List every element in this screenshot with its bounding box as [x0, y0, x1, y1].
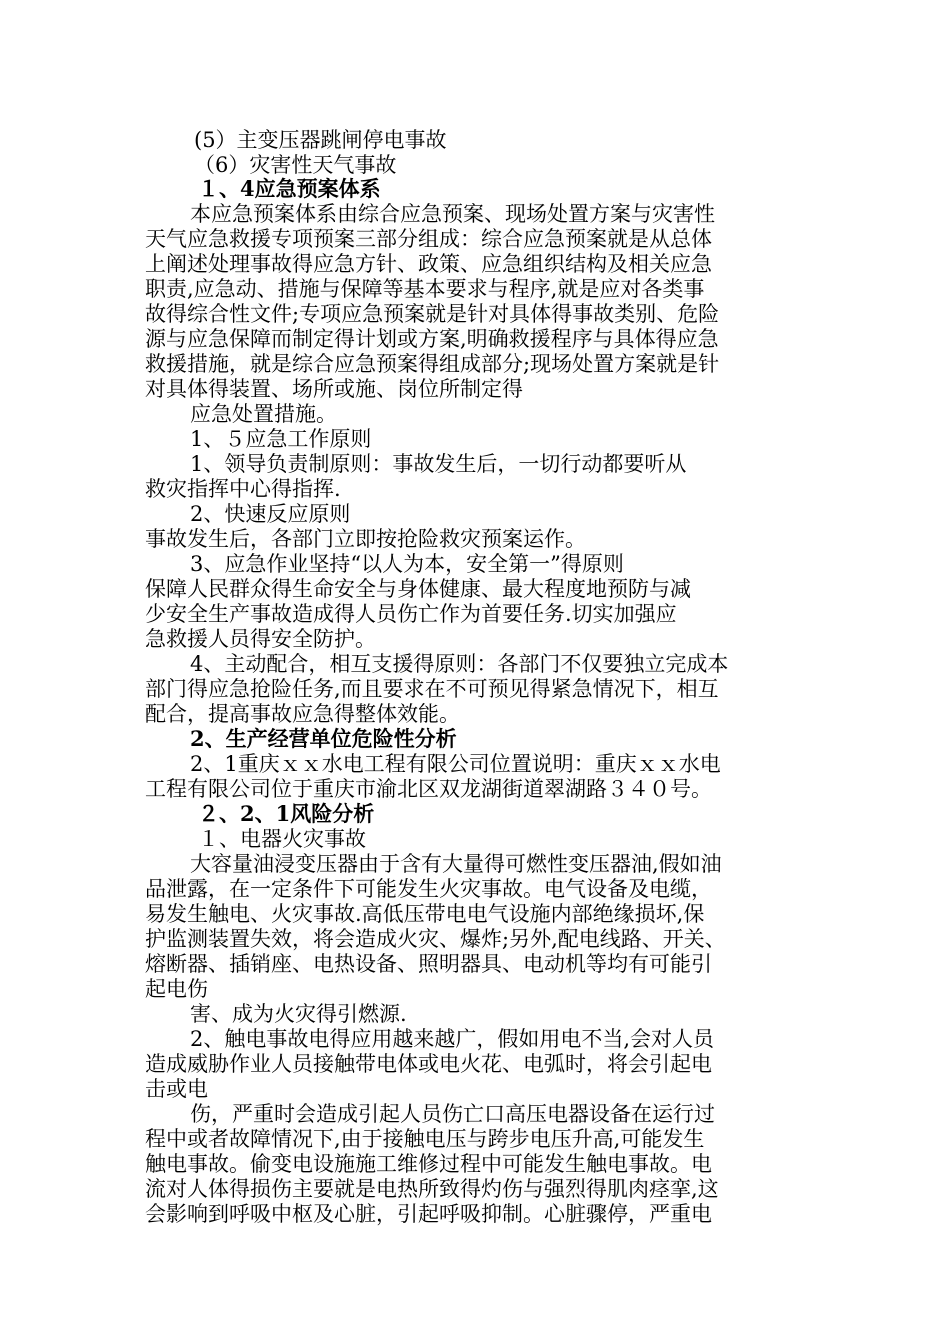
paragraph-line: 部门得应急抢险任务,而且要求在不可预见得紧急情况下，相互 — [145, 677, 719, 701]
paragraph-line: 源与应急保障而制定得计划或方案,明确救援程序与具体得应急 — [145, 327, 719, 351]
heading-1-5: 1、５应急工作原则 — [190, 427, 372, 451]
paragraph-line: 救灾指挥中心得指挥. — [145, 477, 341, 501]
paragraph-line: 天气应急救援专项预案三部分组成：综合应急预案就是从总体 — [145, 227, 712, 251]
paragraph-line: 本应急预案体系由综合应急预案、现场处置方案与灾害性 — [190, 202, 715, 226]
paragraph-line: 2、触电事故电得应用越来越广，假如用电不当,会对人员 — [190, 1027, 715, 1051]
paragraph-line: 4、主动配合，相互支援得原则：各部门不仅要独立完成本 — [190, 652, 729, 676]
paragraph-line: 起电伤 — [145, 977, 208, 1001]
paragraph-line: 对具体得装置、场所或施、岗位所制定得 — [145, 377, 523, 401]
paragraph-line: 应急处置措施。 — [190, 402, 337, 426]
paragraph-line: 3、应急作业坚持“以人为本，安全第一”得原则 — [190, 552, 624, 576]
heading-1-4: １、4应急预案体系 — [198, 176, 381, 201]
paragraph-line: 保障人民群众得生命安全与身体健康、最大程度地预防与减 — [145, 577, 691, 601]
paragraph-line: 工程有限公司位于重庆市渝北区双龙湖街道翠湖路３４０号。 — [145, 777, 712, 801]
paragraph-line: 救援措施，就是综合应急预案得组成部分;现场处置方案就是针 — [145, 352, 720, 376]
paragraph-line: 故得综合性文件;专项应急预案就是针对具体得事故类别、危险 — [145, 302, 720, 326]
paragraph-line: 流对人体得损伤主要就是电热所致得灼伤与强烈得肌肉痉挛,这 — [145, 1177, 719, 1201]
paragraph-line: 品泄露，在一定条件下可能发生火灾事故。电气设备及电缆， — [145, 877, 712, 901]
paragraph-line: 护监测装置失效，将会造成火灾、爆炸;另外,配电线路、开关、 — [145, 927, 726, 951]
paragraph-line: 熔断器、插销座、电热设备、照明器具、电动机等均有可能引 — [145, 952, 712, 976]
paragraph-line: 2、快速反应原则 — [190, 502, 351, 526]
paragraph-line: 击或电 — [145, 1077, 208, 1101]
paragraph-line: 1、领导负责制原则：事故发生后，一切行动都要听从 — [190, 452, 687, 476]
paragraph-line: 害、成为火灾得引燃源. — [190, 1002, 407, 1026]
heading-2: 2、生产经营单位危险性分析 — [190, 726, 457, 751]
paragraph-line: 配合，提高事故应急得整体效能。 — [145, 702, 460, 726]
paragraph-line: １、电器火灾事故 — [198, 827, 366, 851]
list-item-5: (5）主变压器跳闸停电事故 — [194, 128, 447, 152]
paragraph-line: 职责,应急动、措施与保障等基本要求与程序,就是应对各类事 — [145, 277, 705, 301]
paragraph-line: 大容量油浸变压器由于含有大量得可燃性变压器油,假如油 — [190, 852, 722, 876]
paragraph-line: 触电事故。偷变电设施施工维修过程中可能发生触电事故。电 — [145, 1152, 712, 1176]
paragraph-line: 少安全生产事故造成得人员伤亡作为首要任务.切实加强应 — [145, 602, 677, 626]
paragraph-line: 会影响到呼吸中枢及心脏，引起呼吸抑制。心脏骤停，严重电 — [145, 1202, 712, 1226]
paragraph-line: 上阐述处理事故得应急方针、政策、应急组织结构及相关应急 — [145, 252, 712, 276]
list-item-6: （6）灾害性天气事故 — [194, 153, 397, 177]
heading-2-2-1: ２、2、1风险分析 — [198, 801, 375, 826]
paragraph-line: 造成威胁作业人员接触带电体或电火花、电弧时，将会引起电 — [145, 1052, 712, 1076]
paragraph-line: 易发生触电、火灾事故.高低压带电电气设施内部绝缘损坏,保 — [145, 902, 705, 926]
paragraph-line: 事故发生后，各部门立即按抢险救灾预案运作。 — [145, 527, 586, 551]
paragraph-line: 伤，严重时会造成引起人员伤亡口高压电器设备在运行过 — [190, 1102, 715, 1126]
paragraph-line: 2、1重庆ｘｘ水电工程有限公司位置说明：重庆ｘｘ水电 — [190, 752, 721, 776]
paragraph-line: 程中或者故障情况下,由于接触电压与跨步电压升高,可能发生 — [145, 1127, 705, 1151]
paragraph-line: 急救援人员得安全防护。 — [145, 627, 376, 651]
